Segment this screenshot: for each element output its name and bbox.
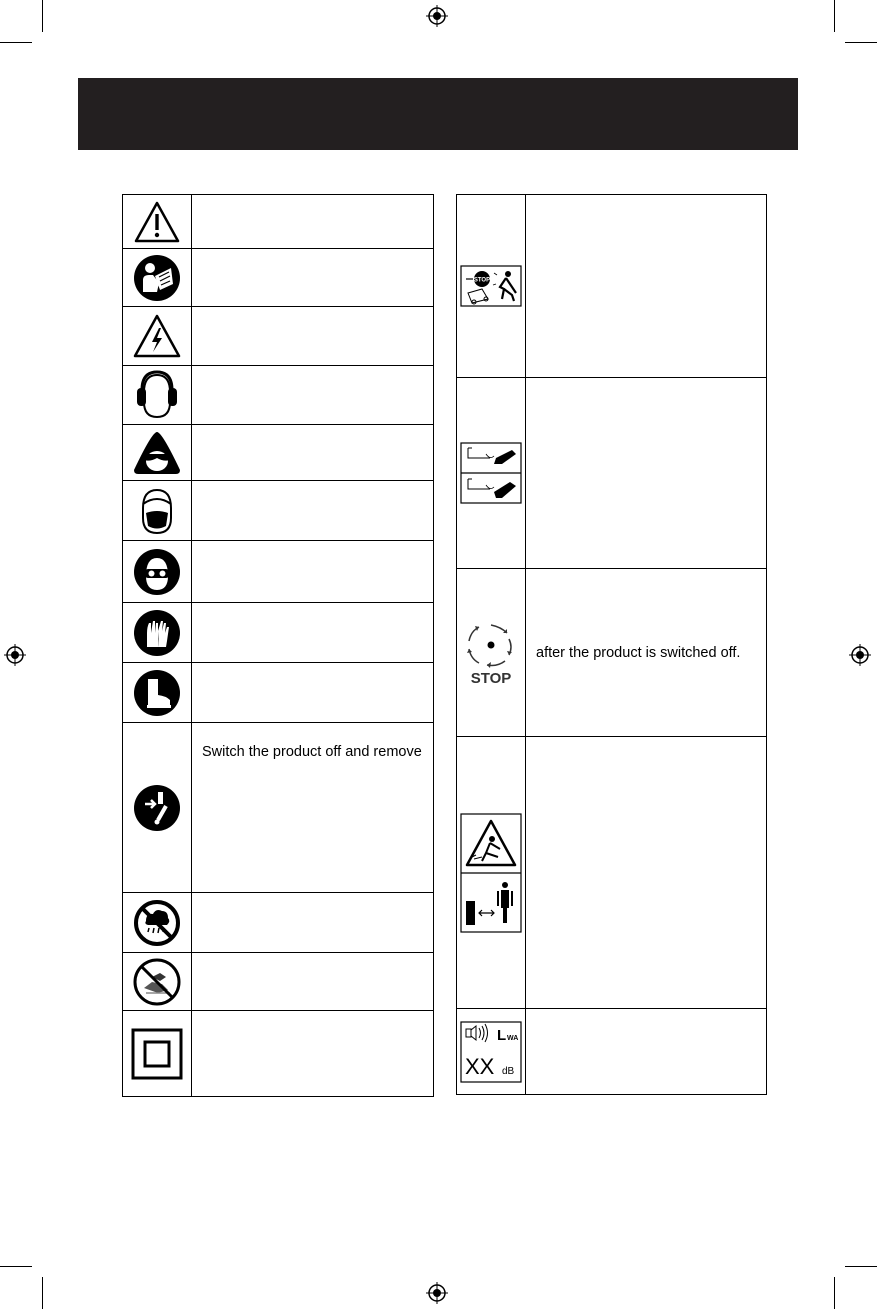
eye-protection-icon <box>123 425 192 481</box>
symbol-description <box>192 603 434 663</box>
crop-mark <box>834 0 835 32</box>
lwa-label: L <box>497 1026 507 1044</box>
table-row <box>123 425 434 481</box>
read-manual-icon <box>123 249 192 307</box>
symbol-description <box>192 541 434 603</box>
no-rain-icon <box>123 893 192 953</box>
crop-mark <box>42 0 43 32</box>
no-hands-near-blade-icon <box>123 953 192 1011</box>
symbol-description <box>192 663 434 723</box>
table-row <box>123 541 434 603</box>
double-insulation-icon <box>123 1011 192 1097</box>
electric-shock-icon <box>123 307 192 366</box>
table-row <box>123 723 434 893</box>
registration-mark-icon <box>426 1282 448 1304</box>
registration-mark-icon <box>849 644 871 666</box>
registration-mark-icon <box>426 5 448 27</box>
symbol-description <box>192 195 434 249</box>
symbol-description <box>526 1009 767 1095</box>
table-row <box>457 737 767 1009</box>
safety-boots-icon <box>123 663 192 723</box>
disconnect-plug-icon <box>123 723 192 893</box>
table-row <box>123 603 434 663</box>
table-row <box>123 481 434 541</box>
symbol-description <box>526 737 767 1009</box>
symbol-description <box>192 1011 434 1097</box>
blade-hazard-icon <box>457 378 526 569</box>
table-row <box>123 195 434 249</box>
symbol-description <box>192 307 434 366</box>
table-row <box>123 249 434 307</box>
table-row <box>457 1009 767 1095</box>
symbol-description <box>192 425 434 481</box>
table-row <box>123 953 434 1011</box>
sound-level-value: XX <box>465 1053 495 1079</box>
symbol-description: after the product is switched off. <box>526 569 767 737</box>
table-row <box>123 366 434 425</box>
table-row <box>123 893 434 953</box>
crop-mark <box>845 42 877 43</box>
crop-mark <box>42 1277 43 1309</box>
svg-text:STOP: STOP <box>473 277 491 284</box>
table-row <box>123 1011 434 1097</box>
crop-mark <box>0 42 32 43</box>
stop-label: STOP <box>470 669 512 685</box>
gloves-icon <box>123 603 192 663</box>
thrown-objects-distance-icon <box>457 737 526 1009</box>
symbol-description <box>192 249 434 307</box>
registration-mark-icon <box>4 644 26 666</box>
crop-mark <box>845 1266 877 1267</box>
table-row <box>123 663 434 723</box>
lwa-subscript: WA <box>507 1034 519 1042</box>
symbol-description <box>192 366 434 425</box>
ear-protection-icon <box>123 366 192 425</box>
crop-mark <box>834 1277 835 1309</box>
left-symbol-table <box>122 194 434 1097</box>
sound-power-icon <box>457 1009 526 1095</box>
safety-goggles-icon <box>123 541 192 603</box>
symbol-description <box>192 481 434 541</box>
warning-triangle-icon <box>123 195 192 249</box>
table-row <box>457 378 767 569</box>
sound-level-unit: dB <box>502 1065 515 1077</box>
stop-bystanders-icon <box>457 195 526 378</box>
dust-mask-icon <box>123 481 192 541</box>
crop-mark <box>0 1266 32 1267</box>
table-row <box>123 307 434 366</box>
symbol-description <box>192 893 434 953</box>
table-row <box>457 569 767 737</box>
blade-rotation-stop-icon <box>457 569 526 737</box>
symbol-description <box>526 195 767 378</box>
table-row <box>457 195 767 378</box>
symbol-description <box>526 378 767 569</box>
right-symbol-table <box>456 194 767 1095</box>
symbol-description <box>192 953 434 1011</box>
symbol-description: Switch the product off and remove <box>192 723 434 893</box>
title-banner <box>78 78 798 150</box>
